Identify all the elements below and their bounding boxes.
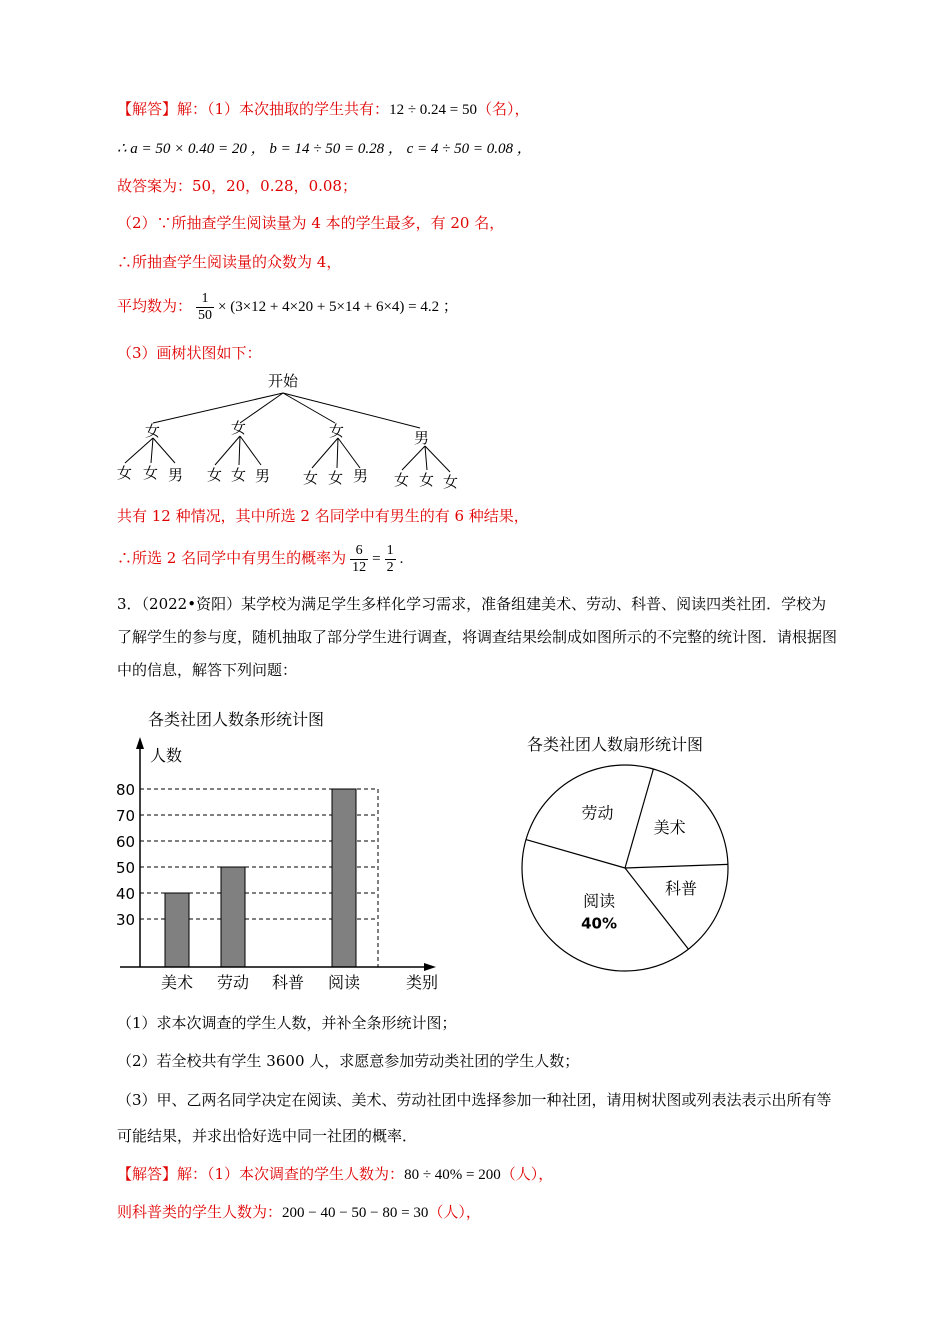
mean-label: 平均数为：: [117, 297, 193, 315]
x-tick-label: 阅读: [328, 973, 361, 992]
question-3: （3）甲、乙两名同学决定在阅读、美术、劳动社团中选择参加一种社团，请用树状图或列表法表示出所有等可能结果，并求出恰好选中同一社团的概率．: [117, 1091, 832, 1145]
tree-l2-node: 女: [419, 471, 435, 489]
answer-line-7: （3）画树状图如下：: [117, 344, 262, 362]
pie-chart: [515, 728, 745, 978]
x-tick-label: 劳动: [217, 973, 250, 992]
tree-l2-node: 女: [443, 473, 459, 491]
answer-unit: （人），: [428, 1203, 481, 1221]
question-2: （2）若全校共有学生 3600 人，求愿意参加劳动类社团的学生人数；: [117, 1052, 580, 1070]
equals-sign: =: [372, 551, 381, 567]
tree-l2-node: 女: [303, 469, 319, 487]
tree-l2-node: 女: [231, 466, 247, 484]
answer-line-8: 共有 12 种情况，其中所选 2 名同学中有男生的有 6 种结果，: [117, 507, 529, 525]
pie-percent-label: 40%: [581, 914, 618, 933]
probability-text: ∴所选 2 名同学中有男生的概率为: [117, 549, 347, 567]
y-axis-arrow: [136, 737, 144, 749]
fraction-denominator: 50: [198, 307, 213, 323]
problem-statement: 3．（2022•资阳）某学校为满足学生多样化学习需求，准备组建美术、劳动、科普、阅读四类社团．学校为了解学生的参与度，随机抽取了部分学生进行调查，将调查结果绘制成如图所示的不完整的统计图．请根据图中的信息，解答下列问题：: [117, 595, 838, 679]
answer-text: 解：（1）本次抽取的学生共有：: [177, 100, 390, 118]
fraction: [350, 543, 368, 576]
tree-l1-node: 女: [329, 422, 345, 440]
tree-l2-node: 女: [394, 471, 410, 489]
answer-text: 解：（1）本次调查的学生人数为：: [177, 1165, 405, 1183]
math-expression: × (3×12 + 4×20 + 5×14 + 6×4) = 4.2 ；: [218, 299, 458, 315]
tree-l2-node: 男: [353, 467, 369, 485]
tree-l2-node: 女: [328, 469, 344, 487]
fraction-denominator: 12: [352, 559, 367, 575]
bar-阅读: [332, 789, 356, 967]
bar-chart-xlabel: 类别: [406, 973, 439, 992]
x-tick-label: 科普: [272, 973, 305, 992]
answer-tag: 【解答】: [117, 1165, 178, 1183]
question-1: （1）求本次调查的学生人数，并补全条形统计图；: [117, 1014, 457, 1032]
solution-line-1: [117, 1164, 553, 1185]
answer-tag: 【解答】: [117, 100, 178, 118]
math-expression: 12 ÷ 0.24 = 50: [389, 102, 478, 118]
bar-劳动: [221, 867, 245, 967]
tree-l2-node: 男: [255, 467, 271, 485]
tree-l1-node: 女: [145, 422, 161, 440]
answer-line-9: [117, 538, 403, 579]
x-tick-label: 美术: [161, 973, 194, 992]
answer-line-6: [117, 286, 458, 327]
answer-line-2: ∴ a = 50 × 0.40 = 20 ， b = 14 ÷ 50 = 0.28 ， c = 4 ÷ 50 = 0.08 ，: [117, 141, 532, 157]
pie-label-劳动: 劳动: [581, 803, 614, 823]
tree-l2-node: 女: [117, 464, 133, 482]
answer-unit: （人），: [500, 1165, 554, 1183]
y-tick-label: 40: [116, 885, 136, 903]
fraction-numerator: 1: [386, 542, 394, 558]
y-tick-label: 70: [116, 807, 136, 825]
tree-diagram: [105, 368, 475, 493]
y-tick-label: 80: [116, 781, 136, 799]
answer-line-4: （2）∵所抽查学生阅读量为 4 本的学生最多，有 20 名，: [117, 214, 505, 232]
fraction-denominator: 2: [386, 559, 394, 575]
pie-label-科普: 科普: [665, 879, 698, 899]
math-expression: 80 ÷ 40% = 200: [404, 1167, 501, 1183]
pie-label-美术: 美术: [653, 818, 686, 838]
fraction: [385, 543, 396, 576]
tree-l2-node: 女: [207, 466, 223, 484]
tree-l2-node: 女: [143, 464, 159, 482]
y-tick-label: 60: [116, 833, 136, 851]
math-expression: 200 − 40 − 50 − 80 = 30: [282, 1205, 429, 1221]
tree-l1-node: 男: [414, 429, 430, 447]
fraction-numerator: 1: [196, 291, 214, 308]
pie-label-阅读: 阅读: [583, 891, 616, 911]
tree-root: 开始: [268, 372, 299, 390]
bar-chart-title: 各类社团人数条形统计图: [148, 710, 325, 729]
bar-chart-ylabel: 人数: [150, 746, 183, 765]
answer-line-5: ∴所抽查学生阅读量的众数为 4，: [117, 253, 342, 271]
answer-unit: （名），: [477, 100, 530, 118]
y-tick-label: 30: [116, 911, 136, 929]
answer-line-3: 故答案为：50，20，0.28，0.08；: [117, 177, 357, 195]
pie-chart-title: 各类社团人数扇形统计图: [527, 735, 704, 754]
bar-chart: [110, 705, 450, 995]
period: .: [399, 551, 404, 567]
y-tick-label: 50: [116, 859, 136, 877]
tree-l1-node: 女: [231, 419, 247, 437]
fraction: [196, 291, 214, 324]
tree-l2-node: 男: [168, 466, 184, 484]
solution-line-2: [117, 1202, 481, 1223]
x-axis-arrow: [424, 963, 436, 971]
bar-美术: [165, 893, 189, 967]
answer-line-1: [117, 99, 530, 120]
answer-text: 则科普类的学生人数为：: [117, 1203, 283, 1221]
fraction-numerator: 6: [350, 543, 368, 560]
